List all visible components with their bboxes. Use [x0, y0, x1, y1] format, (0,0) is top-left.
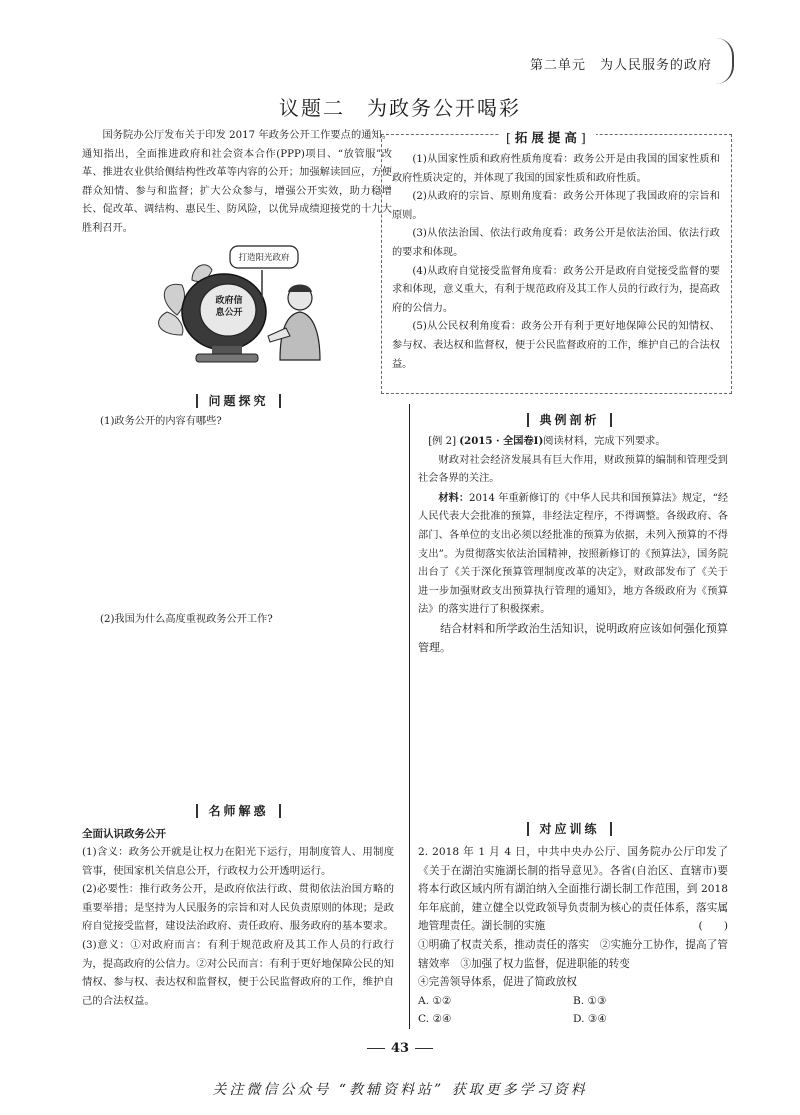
extension-heading-wrap: [拓展提高]: [500, 128, 596, 146]
practice-statement: ①明确了权责关系，推动责任的落实 ②实施分工协作，提高了管辖效率 ③加强了权力监督，促进职能的转变: [418, 938, 728, 970]
teacher-item: (2)必要性：推行政务公开，是政府依法行政、贯彻依法治国方略的重要举措；是坚持为人民服务的宗旨和对人民负责原则的体现；是政府自觉接受监督，建设法治政府、责任政府、服务政府的基本要求。: [82, 883, 394, 933]
explore-heading: 问题探究: [196, 394, 280, 408]
material-label: 材料：: [438, 491, 470, 504]
extension-items: [392, 151, 720, 374]
extension-item: (1)从国家性质和政府性质角度看：政务公开是由我国的国家性质和政府性质决定的，并体现了我国的国家性质和政府性质。: [392, 154, 720, 184]
intro-paragraph: [82, 127, 392, 239]
practice-options-row-1: [418, 992, 728, 1011]
example-heading-wrap: [409, 409, 730, 428]
teacher-items: [82, 843, 394, 1010]
teacher-subtitle: 全面认识政务公开: [82, 828, 166, 840]
example-question: 结合材料和所学政治生活知识，说明政府应该如何强化预算管理。: [418, 621, 728, 654]
example-intro-line: [418, 432, 728, 452]
extension-item: (4)从政府自觉接受监督角度看：政务公开是政府自觉接受监督的要求和体现，意义重大，有利于规范政府及其工作人员的行政行为，提高政府的公信力。: [392, 265, 720, 314]
explore-question-2: (2)我国为什么高度重视政务公开工作?: [100, 614, 273, 625]
teacher-item: (1)含义：政务公开就是让权力在阳光下运行，用制度管人、用制度管事，使国家机关信息公开，行政权力公开透明运行。: [82, 846, 394, 877]
practice-stem: 2. 2018 年 1 月 4 日，中共中央办公厅、国务院办公厅印发了《关于在湖泊实施湖长制的指导意见》。各省(自治区、直辖市)要将本行政区域内所有湖泊纳入全面推行湖长制工作范围，到 2018 年年底前，建立健全以党政领导负责制为核心的责任体系，落实属地管理责任。湖长制的实施 ( ): [418, 843, 728, 936]
option-b[interactable]: B. ①③: [573, 994, 607, 1007]
teacher-heading: 名师解惑: [196, 804, 280, 818]
column-divider: [409, 404, 410, 1029]
practice-heading: 对应训练: [527, 822, 611, 836]
practice-heading-wrap: [409, 818, 730, 837]
page-number-wrap: [0, 1041, 800, 1056]
extension-item: (2)从政府的宗旨、原则角度看：政务公开体现了我国政府的宗旨和原则。: [392, 191, 720, 221]
cartoon-illustration: [152, 240, 322, 370]
footer-note: 关注微信公众号 “教辅资料站” 获取更多学习资料: [212, 1082, 588, 1098]
example-source: (2015 · 全国卷Ⅰ): [459, 435, 544, 447]
page-title: 议题二 为政务公开喝彩: [279, 96, 521, 120]
page-number: 43: [390, 1041, 410, 1056]
example-instruction: 阅读材料，完成下列要求。: [543, 436, 666, 447]
teacher-item: (3)意义：①对政府而言：有利于规范政府及其工作人员的行政行为，提高政府的公信力。②对公民而言：有利于更好地保障公民的知情权、参与权、表达权和监督权，便于公民监督政府的工作，维护自己的合法权益。: [82, 938, 394, 1007]
header-ornament: [716, 38, 734, 84]
option-d[interactable]: D. ③④: [573, 1013, 607, 1026]
practice-statement: ④完善领导体系，促进了简政放权: [418, 976, 577, 989]
example-paragraph-1: 财政对社会经济发展具有巨大作用，财政预算的编制和管理受到社会各界的关注。: [418, 454, 728, 485]
cartoon-screen-text: 政府信息公开: [215, 296, 243, 318]
extension-item: (5)从公民权利角度看：政务公开有利于更好地保障公民的知情权、参与权、表达权和监督权，便于公民监督政府的工作，维护自己的合法权益。: [392, 321, 720, 370]
explore-question-1: (1)政务公开的内容有哪些?: [100, 416, 222, 427]
practice-block: [418, 843, 728, 1029]
example-block: [418, 432, 728, 657]
answer-bracket: ( ): [698, 920, 728, 933]
option-a[interactable]: A. ①②: [418, 994, 452, 1007]
extension-heading: 拓展提高: [514, 130, 581, 145]
example-tag: [例 2]: [428, 436, 457, 447]
practice-options-row-2: [418, 1010, 728, 1029]
example-material: 材料：2014 年重新修订的《中华人民共和国预算法》规定，“经人民代表大会批准的预算，非经法定程序，不得调整。各级政府、各部门、各单位的支出必须以经批准的预算为依据，未列入预算的不得支出”。为贯彻落实依法治国精神，按照新修订的《预算法》，国务院出台了《关于深化预算管理制度改革的决定》，财政部发布了《关于进一步加强财政支出预算执行管理的通知》，地方各级政府为《预算法》的落实进行了积极探索。: [418, 491, 729, 616]
teacher-heading-wrap: [0, 800, 477, 819]
cartoon-sign-text: 打造阳光政府: [238, 253, 290, 263]
unit-header: 第二单元 为人民服务的政府: [529, 58, 712, 73]
extension-item: (3)从依法治国、依法行政角度看：政务公开是依法治国、依法行政的要求和体现。: [392, 228, 720, 258]
option-c[interactable]: C. ②④: [418, 1013, 452, 1026]
intro-text: 国务院办公厅发布关于印发 2017 年政务公开工作要点的通知。通知指出，全面推进政府和社会资本合作(PPP)项目、“放管服”改革、推进农业供给侧结构性改革等内容的公开；加强解读回应，方便群众知情、参与和监督；扩大公众参与，增强公开实效，助力稳增长、促改革、调结构、惠民生、防风险，以优异成绩迎接党的十九大胜利召开。: [82, 130, 392, 234]
example-heading: 典例剖析: [527, 413, 611, 427]
